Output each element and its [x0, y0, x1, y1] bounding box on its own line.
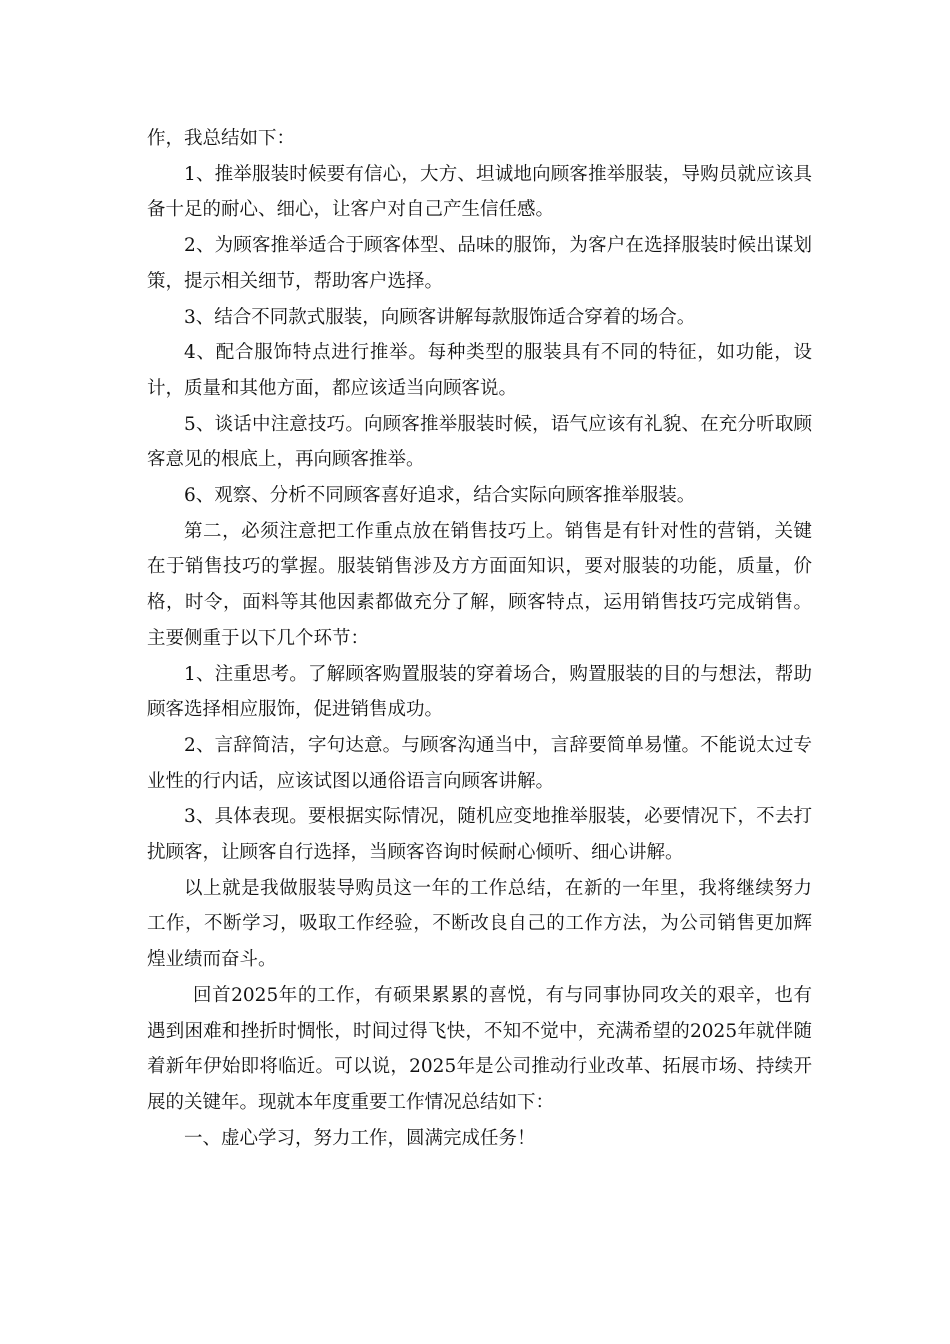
paragraph-item-3: 3、结合不同款式服装，向顾客讲解每款服饰适合穿着的场合。	[184, 306, 696, 328]
paragraph-item-6: 6、观察、分析不同顾客喜好追求，结合实际向顾客推举服装。	[184, 485, 696, 507]
paragraph-continuation: 作，我总结如下：	[147, 128, 296, 149]
paragraph-skill-1: 1、注重思考。了解顾客购置服装的穿着场合，购置服装的目的与想法，帮助顾客选择相应服饰，促进销售成功。	[147, 663, 812, 721]
paragraph-item-2: 2、为顾客推举适合于顾客体型、品味的服饰，为客户在选择服装时候出谋划策，提示相关细节，帮助客户选择。	[147, 235, 812, 292]
paragraph-conclusion: 以上就是我做服装导购员这一年的工作总结，在新的一年里，我将继续努力工作，不断学习，吸取工作经验，不断改良自己的工作方法，为公司销售更加辉煌业绩而奋斗。	[147, 877, 812, 971]
paragraph-section-heading: 一、虚心学习，努力工作，圆满完成任务！	[184, 1127, 536, 1149]
paragraph-item-1: 1、推举服装时候要有信心，大方、坦诚地向顾客推举服装，导购员就应该具备十足的耐心、细心，让客户对自己产生信任感。	[147, 163, 812, 221]
paragraph-skill-3: 3、具体表现。要根据实际情况，随机应变地推举服装，必要情况下，不去打扰顾客，让顾客自行选择，当顾客咨询时候耐心倾听、细心讲解。	[147, 806, 812, 864]
paragraph-skill-2: 2、言辞简洁，字句达意。与顾客沟通当中，言辞要简单易懂。不能说太过专业性的行内话，应该试图以通俗语言向顾客讲解。	[147, 734, 812, 792]
paragraph-second-point: 第二，必须注意把工作重点放在销售技巧上。销售是有针对性的营销，关键在于销售技巧的掌握。服装销售涉及方方面面知识，要对服装的功能，质量，价格，时令，面料等其他因素都做充分了解，顾客特点，运用销售技巧完成销售。主要侧重于以下几个环节：	[147, 520, 812, 649]
paragraph-review: 回首2025年的工作，有硕果累累的喜悦，有与同事协同攻关的艰辛，也有遇到困难和挫折时惆怅，时间过得飞快，不知不觉中，充满希望的2025年就伴随着新年伊始即将临近。可以说，2025年是公司推动行业改革、拓展市场、持续开展的关键年。现就本年度重要工作情况总结如下：	[147, 984, 812, 1113]
paragraph-item-5: 5、谈话中注意技巧。向顾客推举服装时候，语气应该有礼貌、在充分听取顾客意见的根底上，再向顾客推举。	[147, 413, 812, 471]
paragraph-item-4: 4、配合服饰特点进行推举。每种类型的服装具有不同的特征，如功能，设计，质量和其他方面，都应该适当向顾客说。	[147, 342, 812, 399]
document-body	[147, 121, 812, 1156]
